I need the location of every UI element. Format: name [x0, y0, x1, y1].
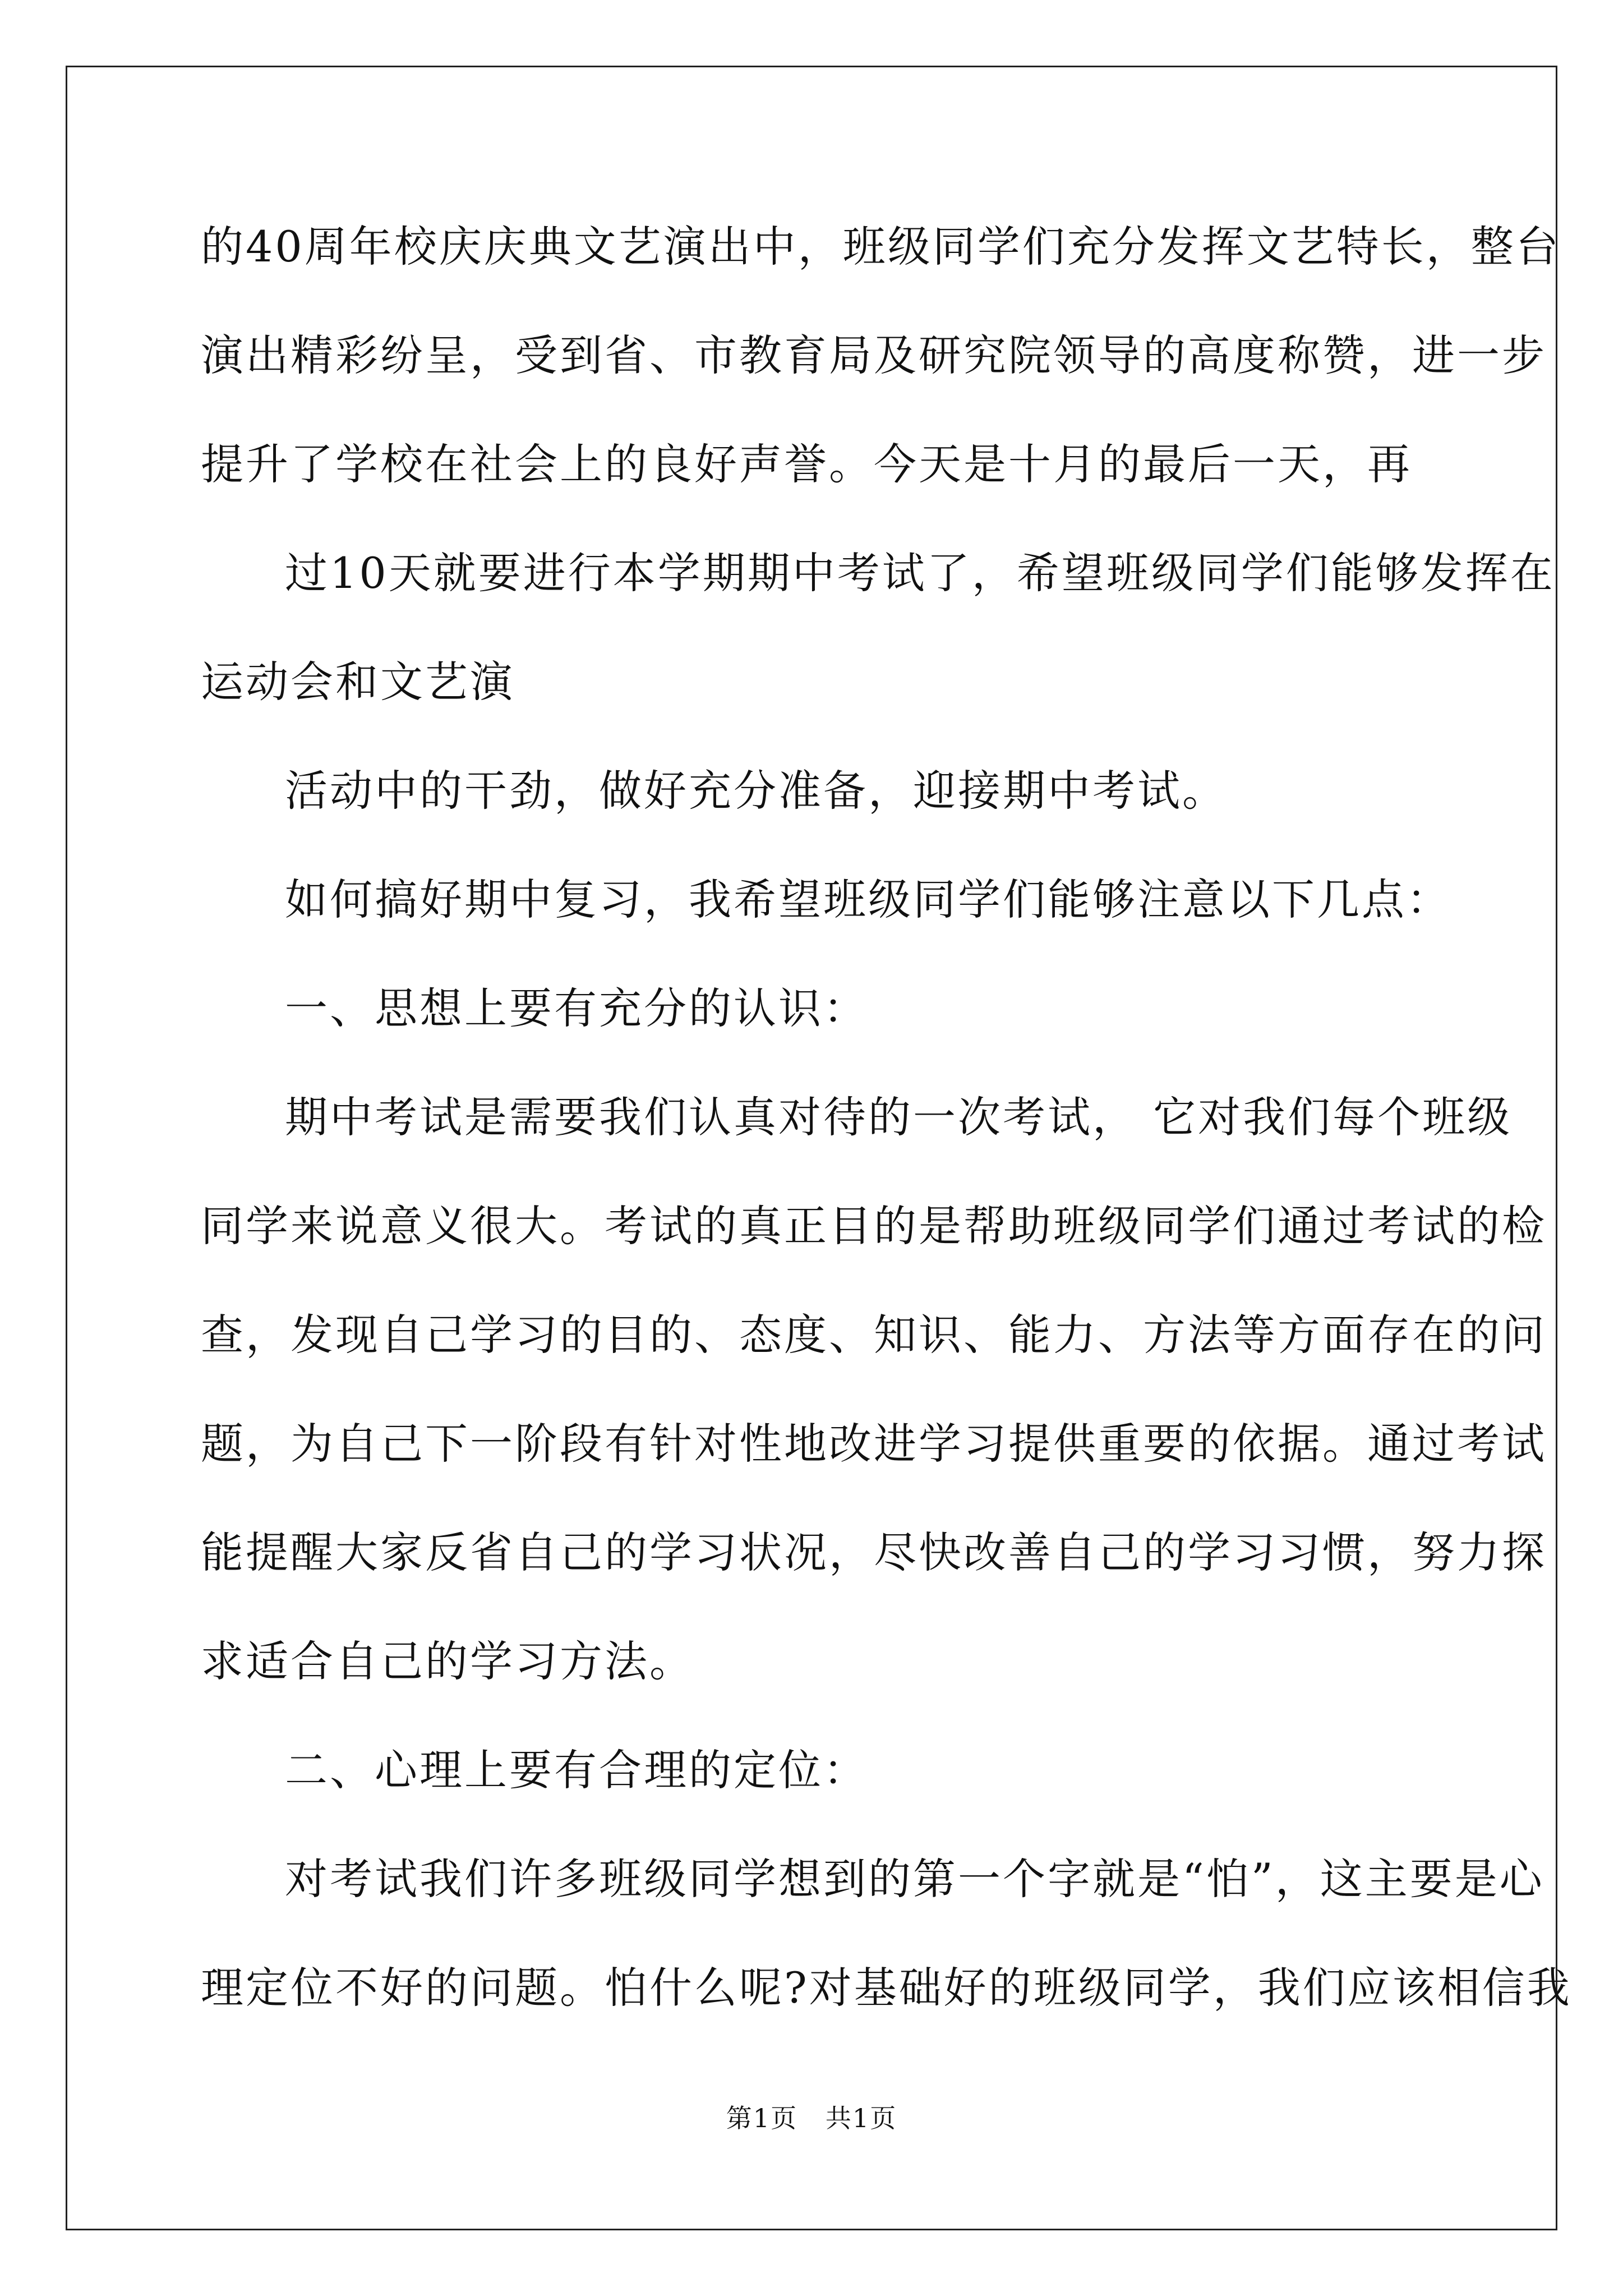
section-heading: 一、思想上要有充分的认识： [285, 983, 868, 1033]
text-line: 能提醒大家反省自己的学习状况，尽快改善自己的学习习惯，努力探 [201, 1527, 1547, 1577]
page-footer: 第1页 共1页 [726, 2103, 897, 2133]
text-line: 运动会和文艺演 [201, 657, 515, 707]
text-line: 理定位不好的问题。怕什么呢?对基础好的班级同学，我们应该相信我 [201, 1963, 1572, 2013]
text-line: 过10天就要进行本学期期中考试了，希望班级同学们能够发挥在 [285, 548, 1555, 598]
text-line: 题，为自己下一阶段有针对性地改进学习提供重要的依据。通过考试 [201, 1419, 1547, 1469]
text-line: 的40周年校庆庆典文艺演出中，班级同学们充分发挥文艺特长，整台 [201, 222, 1561, 272]
text-line: 同学来说意义很大。考试的真正目的是帮助班级同学们通过考试的检 [201, 1201, 1547, 1251]
text-line: 活动中的干劲，做好充分准备，迎接期中考试。 [285, 766, 1227, 816]
text-line: 求适合自己的学习方法。 [201, 1636, 694, 1686]
text-line: 如何搞好期中复习，我希望班级同学们能够注意以下几点： [285, 875, 1451, 924]
text-line: 查，发现自己学习的目的、态度、知识、能力、方法等方面存在的问 [201, 1310, 1547, 1360]
text-line: 演出精彩纷呈，受到省、市教育局及研究院领导的高度称赞，进一步 [201, 330, 1547, 380]
text-line: 提升了学校在社会上的良好声誉。今天是十月的最后一天，再 [201, 439, 1412, 489]
section-heading: 二、心理上要有合理的定位： [285, 1745, 868, 1795]
text-line: 对考试我们许多班级同学想到的第一个字就是“怕”，这主要是心 [285, 1854, 1544, 1904]
text-line: 期中考试是需要我们认真对待的一次考试， 它对我们每个班级 [285, 1092, 1513, 1142]
document-body [201, 216, 1572, 2066]
